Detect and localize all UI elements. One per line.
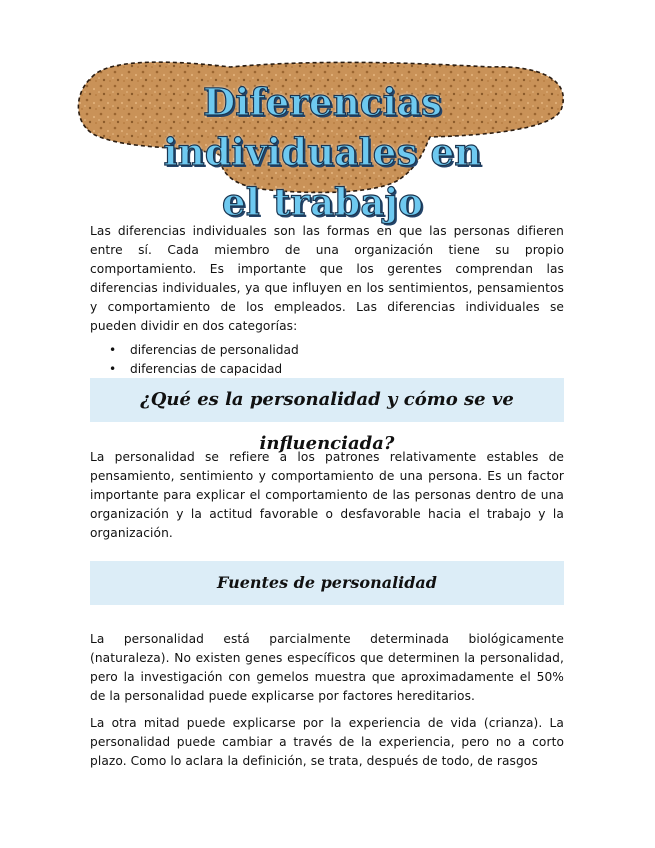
section2-body <box>90 630 564 771</box>
bullet-icon: • <box>109 362 117 376</box>
list-item <box>90 360 564 379</box>
subsection-heading-band <box>90 561 564 605</box>
list-item-label: diferencias de personalidad <box>130 343 299 357</box>
bullet-icon: • <box>109 343 117 357</box>
intro-paragraph: Las diferencias individuales son las formas en que las personas difieren entre sí. Cada miembro de una organización tiene su propio comportamiento. Es importante que los gerentes comprendan las diferencias individuales, ya que influyen en los sentimientos, pensamientos y comportamiento de los empleados. Las diferencias individuales se pueden dividir en dos categorías: <box>90 224 564 333</box>
list-item-label: diferencias de capacidad <box>130 362 283 376</box>
title-line-1: Diferencias individuales en <box>163 80 482 174</box>
sources-paragraph-2: La otra mitad puede explicarse por la experiencia de vida (crianza). La personalidad puede cambiar a través de la experiencia, pero no a corto plazo. Como lo aclara la definición, se trata, después de todo, de rasgos <box>90 716 564 768</box>
personality-paragraph: La personalidad se refiere a los patrones relativamente estables de pensamiento, sentimiento y comportamiento de una persona. Es un factor importante para explicar el comportamiento de las personas dentro de una organización y la actitud favorable o desfavorable hacia el trabajo y la organización. <box>90 450 564 540</box>
subsection-heading: Fuentes de personalidad <box>217 573 437 592</box>
page-title <box>70 77 575 227</box>
category-list <box>90 341 564 379</box>
title-line-2: el trabajo <box>222 180 423 224</box>
sources-paragraph-1: La personalidad está parcialmente determinada biológicamente (naturaleza). No existen genes específicos que determinen la personalidad, pero la investigación con gemelos muestra que aproximadamente el 50% de la personalidad puede explicarse por factores hereditarios. <box>90 632 564 703</box>
section1-body <box>90 448 564 543</box>
section-heading: ¿Qué es la personalidad y cómo se ve influenciada? <box>140 389 514 454</box>
intro-section <box>90 222 564 379</box>
section-heading-band <box>90 378 564 454</box>
title-banner <box>70 55 575 224</box>
list-item <box>90 341 564 360</box>
